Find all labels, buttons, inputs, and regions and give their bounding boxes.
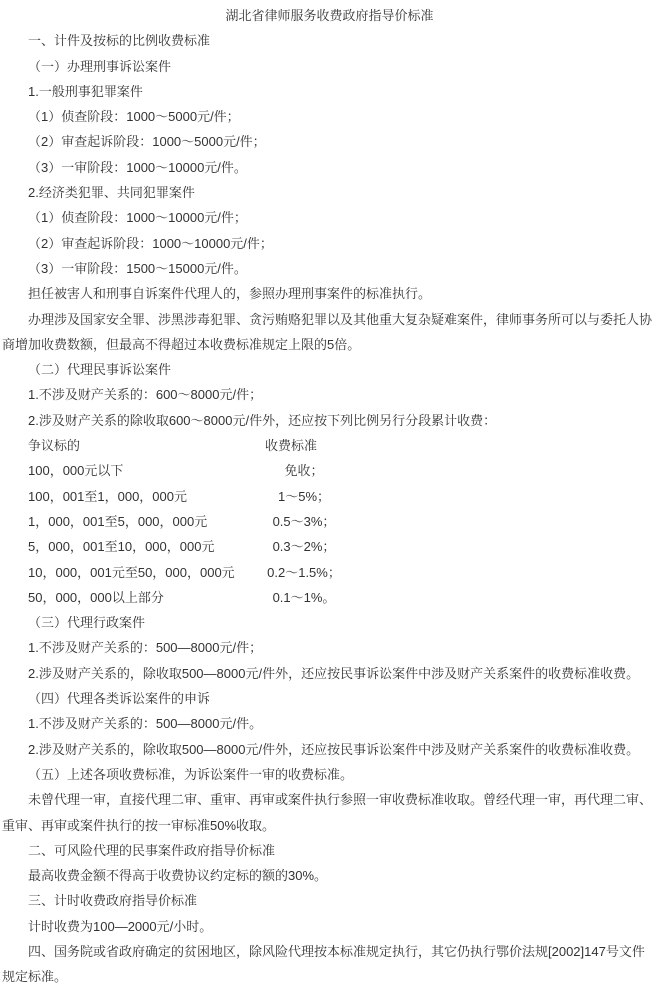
para-major-complex-cases: 办理涉及国家安全罪、涉黑涉毒犯罪、贪污贿赂犯罪以及其他重大复杂疑难案件，律师事务所可以与委托人协商增加收费数额，但最高不得超过本收费标准规定上限的5倍。 (2, 311, 653, 352)
fee-table-range: 5，000，001至10，000，000元 (28, 539, 215, 555)
item-civil-no-property: 1.不涉及财产关系的：600～8000元/件； (28, 387, 263, 403)
fee-table-rate: 1～5%； (277, 488, 331, 504)
heading-1-3-administrative-cases: （三）代理行政案件 (28, 615, 146, 631)
item-appeal-no-property: 1.不涉及财产关系的：500—8000元/件。 (28, 716, 263, 732)
item-admin-property: 2.涉及财产关系的，除收取500—8000元/件外，还应按民事诉讼案件中涉及财产关系案件的收费标准收费。 (28, 665, 640, 681)
item-appeal-property: 2.涉及财产关系的，除收取500—8000元/件外，还应按民事诉讼案件中涉及财产关系案件的收费标准收费。 (28, 741, 640, 757)
fee-table-header-fee-standard: 收费标准 (265, 438, 318, 454)
fee-table-header-row (2, 433, 657, 458)
heading-3-hourly-rate-standard: 三、计时收费政府指导价标准 (28, 893, 198, 909)
fee-table-range: 100，000元以下 (28, 463, 124, 479)
fee-table-range: 100，001至1，000，000元 (28, 488, 187, 504)
item-first-trial-stage-1: （3）一审阶段：1000～10000元/件。 (28, 159, 247, 175)
fee-table-rate: 0.5～3%； (272, 513, 336, 529)
para-second-trial-rules: 未曾代理一审，直接代理二审、重审、再审或案件执行参照一审收费标准收取。曾经代理一审，再代理二审、重审、再审或案件执行的按一审标准50%收取。 (2, 792, 653, 833)
para-poverty-areas: 四、国务院或省政府确定的贫困地区，除风险代理按本标准规定执行，其它仍执行鄂价法规[2002]147号文件规定标准。 (2, 943, 645, 985)
fee-table-row (2, 458, 657, 483)
heading-2-risk-agency-standard: 二、可风险代理的民事案件政府指导价标准 (28, 842, 276, 858)
fee-table (2, 433, 657, 610)
fee-table-rate: 0.1～1%。 (272, 589, 336, 605)
item-investigation-stage-2: （1）侦查阶段：1000～10000元/件； (28, 210, 247, 226)
item-civil-property-intro: 2.涉及财产关系的除收取600～8000元/件外，还应按下列比例另行分段累计收费： (28, 412, 497, 428)
heading-1-5-first-trial-note: （五）上述各项收费标准，为诉讼案件一审的收费标准。 (28, 766, 354, 782)
sub-general-criminal-cases: 1.一般刑事犯罪案件 (28, 83, 143, 99)
item-prosecution-review-stage-2: （2）审查起诉阶段：1000～10000元/件； (28, 235, 273, 251)
fee-table-rate: 0.2～1.5%； (267, 564, 341, 580)
para-victim-private-prosecution: 担任被害人和刑事自诉案件代理人的，参照办理刑事案件的标准执行。 (28, 286, 432, 302)
fee-table-row (2, 509, 657, 534)
item-admin-no-property: 1.不涉及财产关系的：500—8000元/件； (28, 640, 263, 656)
fee-table-rate: 免收； (284, 463, 324, 479)
para-risk-agency-cap: 最高收费金额不得高于收费协议约定标的额的30%。 (28, 868, 328, 884)
item-first-trial-stage-2: （3）一审阶段：1500～15000元/件。 (28, 260, 247, 276)
document-title: 湖北省律师服务收费政府指导价标准 (225, 8, 434, 23)
item-investigation-stage-1: （1）侦查阶段：1000～5000元/件； (28, 109, 240, 125)
fee-table-header-dispute-amount: 争议标的 (28, 438, 81, 454)
fee-table-row (2, 484, 657, 509)
fee-table-row (2, 585, 657, 610)
sub-economic-joint-crime-cases: 2.经济类犯罪、共同犯罪案件 (28, 185, 195, 201)
item-prosecution-review-stage-1: （2）审查起诉阶段：1000～5000元/件； (28, 134, 266, 150)
fee-table-range: 50，000，000以上部分 (28, 589, 164, 605)
heading-1-piece-rate-standard: 一、计件及按标的比例收费标准 (28, 33, 211, 49)
para-hourly-rate: 计时收费为100—2000元/小时。 (28, 918, 213, 934)
fee-table-row (2, 560, 657, 585)
heading-1-2-civil-litigation: （二）代理民事诉讼案件 (28, 362, 172, 378)
heading-1-4-appeal-cases: （四）代理各类诉讼案件的申诉 (28, 691, 211, 707)
fee-table-range: 10，000，001元至50，000，000元 (28, 564, 235, 580)
fee-table-range: 1，000，001至5，000，000元 (28, 513, 208, 529)
heading-1-1-criminal-litigation: （一）办理刑事诉讼案件 (28, 58, 172, 74)
fee-table-row (2, 534, 657, 559)
fee-table-rate: 0.3～2%； (272, 539, 336, 555)
